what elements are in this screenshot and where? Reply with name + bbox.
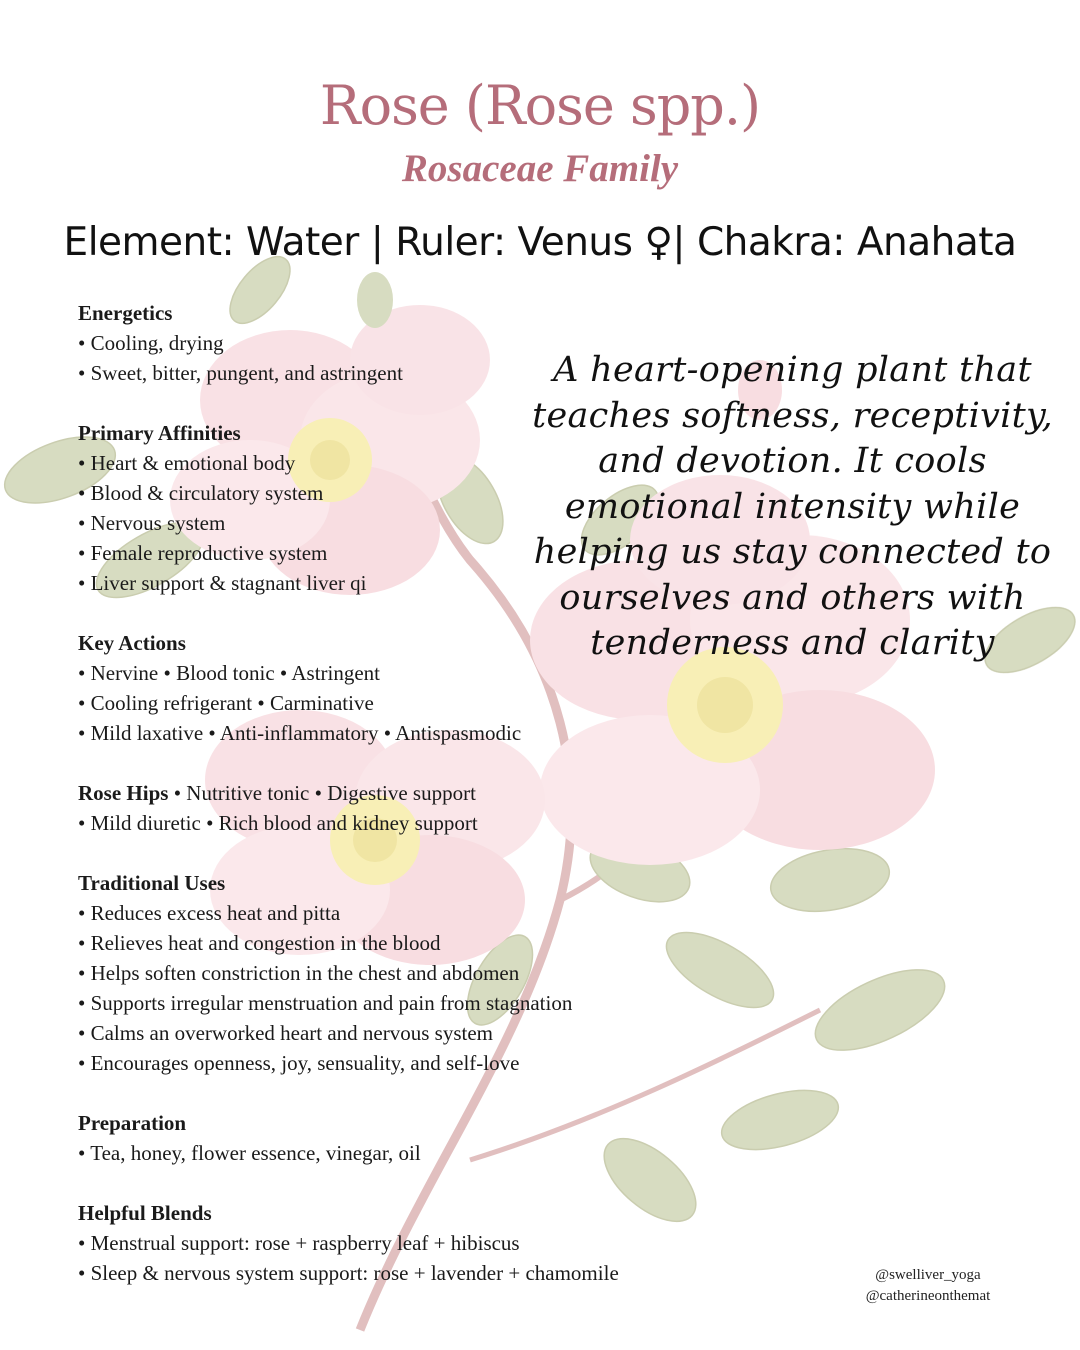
section-heading: Helpful Blends — [78, 1201, 212, 1225]
section-heading: Traditional Uses — [78, 871, 226, 895]
list-item: • Nervous system — [78, 511, 226, 535]
rose-leaf — [804, 953, 956, 1067]
section-primary-affinities — [78, 418, 718, 598]
section-preparation — [78, 1108, 718, 1168]
section-energetics — [78, 298, 718, 388]
list-item: • Calms an overworked heart and nervous system — [78, 1021, 493, 1045]
rose-hips-line — [78, 778, 718, 808]
list-item: • Heart & emotional body — [78, 451, 296, 475]
section-heading: Primary Affinities — [78, 421, 241, 445]
list-item: • Menstrual support: rose + raspberry leaf + hibiscus — [78, 1231, 520, 1255]
list-item: • Helps soften constriction in the chest and abdomen — [78, 961, 520, 985]
quote-line: emotional intensity while — [564, 486, 1021, 527]
list-item: • Sleep & nervous system support: rose + lavender + chamomile — [78, 1261, 619, 1285]
quote-line: helping us stay connected to — [533, 532, 1052, 572]
section-heading: Energetics — [78, 301, 173, 325]
list-item: • Liver support & stagnant liver qi — [78, 571, 367, 595]
rose-leaf — [715, 1079, 844, 1160]
info-sections — [78, 298, 718, 1318]
list-item: • Relieves heat and congestion in the blood — [78, 931, 441, 955]
list-item: • Cooling refrigerant • Carminative — [78, 691, 374, 715]
quote-line: A heart-opening plant that — [553, 350, 1032, 390]
list-item: • Sweet, bitter, pungent, and astringent — [78, 361, 403, 385]
quote-line: ourselves and others with — [559, 577, 1026, 618]
list-item: • Supports irregular menstruation and pain from stagnation — [78, 991, 573, 1015]
element-ruler-chakra-line: Element: Water | Ruler: Venus ♀| Chakra: Anahata — [63, 220, 1017, 265]
rose-leaf — [766, 840, 895, 920]
section-heading: Key Actions — [78, 631, 186, 655]
list-item: • Mild laxative • Anti-inflammatory • Antispasmodic — [78, 721, 522, 745]
social-handle: @swelliver_yoga — [875, 1267, 981, 1283]
page-subtitle: Rosaceae Family — [401, 147, 679, 190]
rose-hips-inline-items: • Nutritive tonic • Digestive support — [168, 781, 476, 805]
social-handles — [838, 1265, 1018, 1307]
list-item: • Encourages openness, joy, sensuality, and self-love — [78, 1051, 520, 1075]
list-item: • Nervine • Blood tonic • Astringent — [78, 661, 381, 685]
list-item: • Female reproductive system — [78, 541, 328, 565]
section-rose-hips — [78, 778, 718, 838]
page-title: Rose (Rose spp.) — [319, 74, 761, 137]
section-key-actions — [78, 628, 718, 748]
section-helpful-blends — [78, 1198, 718, 1288]
section-heading: Preparation — [78, 1111, 187, 1135]
list-item: • Blood & circulatory system — [78, 481, 324, 505]
list-item: • Cooling, drying — [78, 331, 224, 355]
quote-line: and devotion. It cools — [598, 441, 987, 481]
section-traditional-uses — [78, 868, 718, 1078]
quote-line: teaches softness, receptivity, — [532, 395, 1053, 436]
list-item: • Reduces excess heat and pitta — [78, 901, 341, 925]
quote-line: tenderness and clarity — [590, 623, 995, 663]
section-heading: Rose Hips — [78, 781, 169, 805]
list-item: • Tea, honey, flower essence, vinegar, oil — [78, 1141, 421, 1165]
list-item: • Mild diuretic • Rich blood and kidney support — [78, 811, 478, 835]
social-handle: @catherineonthemat — [865, 1288, 991, 1304]
